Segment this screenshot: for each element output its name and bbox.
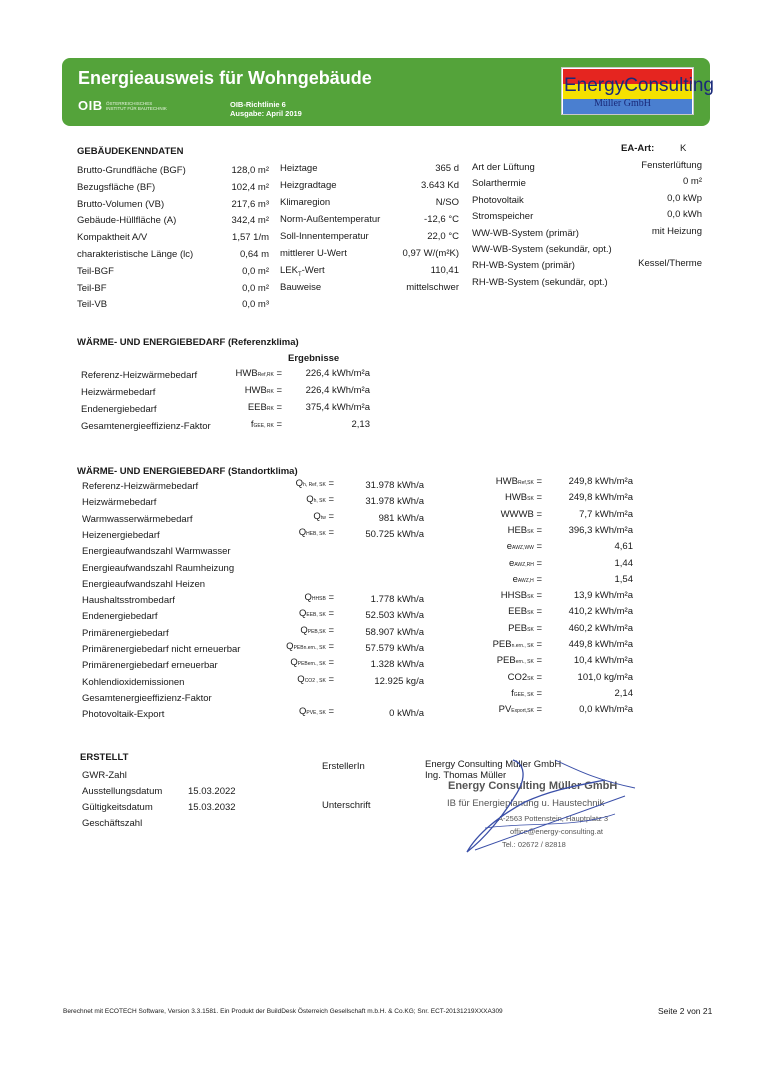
gebaeude-label: Bezugsfläche (BF)	[77, 181, 156, 193]
referenz-symbol: EEBRK =	[247, 402, 282, 413]
gebaeude-value: N/SO	[435, 197, 459, 208]
ea-art-value: K	[680, 143, 687, 154]
gebaeude-label: Teil-BF	[77, 282, 107, 294]
gebaeude-label: Gebäude-Hüllfläche (A)	[77, 215, 177, 227]
standort-q-value: 58.907 kWh/a	[365, 626, 424, 638]
standort-s-value: 4,61	[614, 541, 633, 553]
standort-s-symbol: PEBn.ern., SK =	[492, 639, 542, 650]
oib-logo: OIB	[78, 98, 103, 113]
standort-q-symbol: QPEBn.ern., SK =	[286, 641, 334, 652]
referenz-value: 226,4 kWh/m²a	[305, 385, 370, 396]
standort-q-symbol: QHHSB =	[304, 592, 334, 604]
referenz-value: 226,4 kWh/m²a	[305, 368, 370, 379]
standort-s-symbol: WWWB =	[500, 508, 542, 520]
standort-label: Endenergiebedarf	[82, 611, 158, 623]
standort-label: Primärenergiebedarf	[82, 627, 169, 639]
standort-label: Energieaufwandszahl Warmwasser	[82, 546, 231, 558]
standort-label: Heizwärmebedarf	[82, 497, 157, 509]
referenz-value: 375,4 kWh/m²a	[305, 402, 370, 413]
standort-s-value: 0,0 kWh/m²a	[579, 704, 633, 716]
standort-label: Energieaufwandszahl Raumheizung	[82, 562, 235, 574]
gebaeude-label: WW-WB-System (sekundär, opt.)	[472, 244, 612, 255]
gebaeude-label: Brutto-Volumen (VB)	[77, 198, 165, 210]
gebaeude-label: Teil-BGF	[77, 265, 114, 277]
standort-q-symbol: QPEB,SK =	[300, 624, 334, 636]
standort-label: Primärenergiebedarf nicht erneuerbar	[82, 644, 241, 655]
standort-heading: WÄRME- UND ENERGIEBEDARF (Standortklima)	[77, 466, 298, 477]
ea-art-label: EA-Art:	[621, 143, 655, 154]
erstellerin-label: ErstellerIn	[322, 761, 365, 772]
footer-note: Berechnet mit ECOTECH Software, Version 3.3.1581. Ein Produkt der BuildDesk Österreich Gesellschaft m.b.H. & Co.KG; Snr. ECT-20131219XXXA309	[63, 1008, 503, 1015]
logo-wordmark: EnergyConsulting	[564, 75, 714, 96]
gebaeude-label: Stromspeicher	[472, 211, 534, 223]
gebaeude-value: 1,57 1/m	[232, 232, 269, 244]
standort-s-symbol: eAWZ,RH =	[508, 557, 542, 569]
standort-q-value: 1.328 kWh/a	[370, 659, 424, 671]
gebaeude-label: Heiztage	[280, 163, 318, 174]
standort-label: Haushaltsstrombedarf	[82, 595, 175, 607]
standort-s-value: 396,3 kWh/m²a	[568, 524, 633, 536]
standort-s-symbol: EEBSK =	[508, 606, 542, 618]
standort-q-value: 1.778 kWh/a	[370, 594, 424, 606]
standort-q-value: 981 kWh/a	[378, 512, 424, 524]
standort-s-symbol: PEBSK =	[508, 622, 542, 634]
stamp-line-4: Tel.: 02672 / 82818	[502, 840, 566, 849]
referenz-symbol: HWBRef,RK =	[235, 368, 282, 379]
referenz-label: Gesamtenergieeffizienz-Faktor	[81, 421, 211, 432]
standort-label: Referenz-Heizwärmebedarf	[82, 481, 199, 492]
standort-s-symbol: PVExport,SK =	[498, 704, 542, 716]
referenz-label: Heizwärmebedarf	[81, 387, 156, 398]
standort-s-value: 10,4 kWh/m²a	[573, 655, 633, 667]
standort-s-symbol: fGEE, SK =	[511, 687, 542, 699]
gwr-label: GWR-Zahl	[82, 770, 127, 781]
gebaeude-label: $LEK_T$-Wert	[280, 265, 325, 278]
gebaeude-value: 0,0 m²	[242, 282, 269, 294]
gebaeude-label: Heizgradtage	[280, 180, 337, 191]
standort-s-symbol: CO2SK =	[507, 671, 542, 683]
gebaeude-label: charakteristische Länge (lc)	[77, 249, 194, 260]
ergebnisse-label: Ergebnisse	[288, 353, 340, 364]
gebaeude-value: 110,41	[430, 265, 459, 276]
standort-q-symbol: Qh, SK =	[306, 494, 334, 506]
gebaeude-value: Kessel/Therme	[638, 258, 702, 270]
gebaeude-label: Art der Lüftung	[472, 162, 535, 173]
gebaeude-label: Solarthermie	[472, 178, 526, 190]
geschaeftszahl-label: Geschäftszahl	[82, 818, 143, 829]
ausgabe-label: Ausgabe: April 2019	[230, 109, 302, 118]
standort-q-value: 12.925 kg/a	[374, 675, 424, 687]
gebaeude-label: Soll-Innentemperatur	[280, 231, 369, 242]
erstellerin-person: Ing. Thomas Müller	[425, 770, 507, 781]
gebaeude-value: 128,0 m²	[231, 165, 269, 176]
gebaeude-value: 0,0 m³	[242, 299, 269, 311]
standort-s-value: 2,14	[614, 687, 633, 699]
stamp-line-3: office@energy-consulting.at	[510, 827, 603, 836]
standort-s-value: 1,44	[614, 557, 633, 569]
standort-label: Energieaufwandszahl Heizen	[82, 578, 206, 590]
page-number: Seite 2 von 21	[658, 1006, 713, 1016]
gebaeude-value: 3.643 Kd	[420, 180, 459, 191]
standort-q-symbol: QPEBern., SK =	[290, 657, 334, 669]
standort-label: Heizenergiebedarf	[82, 529, 160, 541]
erstellerin-name: Energy Consulting Müller GmbH	[425, 759, 562, 770]
gebaeude-value: 0,97 W/(m²K)	[402, 248, 459, 259]
standort-s-value: 1,54	[614, 573, 633, 585]
stamp-line-2: A-2563 Pottenstein, Hauptplatz 3	[498, 814, 609, 823]
gebaeude-value: -12,6 °C	[424, 214, 459, 225]
gebaeude-label: RH-WB-System (primär)	[472, 260, 575, 272]
gueltig-label: Gültigkeitsdatum	[82, 802, 153, 813]
stamp-line-1: IB für Energieplanung u. Haustechnik	[447, 798, 605, 809]
standort-s-symbol: HHSBSK =	[500, 590, 542, 602]
referenz-symbol: HWBRK =	[244, 385, 282, 396]
referenz-label: Endenergiebedarf	[81, 404, 157, 415]
standort-q-value: 31.978 kWh/a	[365, 480, 424, 491]
referenz-symbol: fGEE, RK =	[250, 419, 282, 430]
standort-s-symbol: PEBern., SK =	[496, 655, 542, 667]
standort-q-symbol: QEEB, SK =	[298, 608, 334, 620]
gebaeude-value: 0,0 kWp	[667, 192, 702, 204]
gebaeude-value: Fensterlüftung	[641, 160, 702, 171]
gebaeude-value: mit Heizung	[651, 225, 702, 237]
signature	[455, 758, 645, 858]
standort-q-value: 57.579 kWh/a	[365, 643, 424, 654]
standort-s-value: 249,8 kWh/m²a	[568, 492, 633, 504]
standort-s-value: 7,7 kWh/m²a	[579, 508, 633, 520]
gebaeude-label: Bauweise	[280, 282, 322, 293]
standort-s-symbol: eAWZ,WW =	[506, 541, 542, 553]
richtlinie-label: OIB-Richtlinie 6	[230, 100, 286, 109]
erstellt-heading: ERSTELLT	[80, 752, 129, 763]
referenz-heading: WÄRME- UND ENERGIEBEDARF (Referenzklima)	[77, 337, 299, 348]
standort-s-symbol: HWBSK =	[504, 492, 542, 504]
energy-consulting-logo	[561, 67, 714, 115]
gebaeude-value: 0,64 m	[239, 249, 269, 260]
gebaeude-label: WW-WB-System (primär)	[472, 227, 579, 239]
gebaeude-value: 102,4 m²	[231, 181, 269, 193]
gebaeude-value: 0,0 m²	[242, 265, 269, 277]
standort-s-symbol: HWBRef,SK =	[495, 476, 542, 487]
logo-gmbh: Müller GmbH	[594, 98, 651, 109]
gebaeude-value: 342,4 m²	[231, 215, 269, 227]
gebaeude-label: RH-WB-System (sekundär, opt.)	[472, 276, 608, 288]
standort-s-value: 449,8 kWh/m²a	[568, 639, 633, 650]
richtlinie-info	[230, 100, 302, 118]
gebaeude-heading: GEBÄUDEKENNDATEN	[77, 146, 184, 157]
gebaeude-value: 0 m²	[683, 176, 702, 188]
standort-s-value: 249,8 kWh/m²a	[568, 476, 633, 487]
gebaeude-label: Kompaktheit A/V	[77, 232, 148, 244]
standort-s-value: 101,0 kg/m²a	[577, 671, 633, 683]
standort-label: Kohlendioxidemissionen	[82, 676, 185, 688]
standort-q-symbol: Qh, Ref, SK =	[295, 478, 334, 489]
gebaeude-label: Photovoltaik	[472, 194, 524, 206]
standort-label: Gesamtenergieeffizienz-Faktor	[82, 692, 212, 704]
ausstellung-value: 15.03.2022	[188, 786, 236, 797]
standort-q-symbol: QHEB, SK =	[298, 526, 334, 538]
stamp-company: Energy Consulting Müller GmbH	[448, 780, 618, 792]
standort-q-symbol: Qtw =	[313, 510, 334, 522]
standort-label: Warmwasserwärmebedarf	[82, 513, 193, 525]
standort-q-symbol: QCO2 , SK =	[297, 673, 334, 685]
standort-s-symbol: HEBSK =	[507, 524, 542, 536]
standort-q-symbol: QPVE, SK =	[298, 706, 334, 718]
standort-s-symbol: eAWZ,H =	[512, 573, 542, 585]
gebaeude-label: Klimaregion	[280, 197, 331, 208]
oib-logo-subtitle: ÖSTERREICHISCHES INSTITUT FÜR BAUTECHNIK	[106, 101, 167, 111]
document-title: Energieausweis für Wohngebäude	[78, 68, 372, 88]
gebaeude-label: Teil-VB	[77, 299, 108, 311]
standort-q-value: 0 kWh/a	[389, 708, 424, 720]
gebaeude-label: Brutto-Grundfläche (BGF)	[77, 165, 186, 176]
referenz-label: Referenz-Heizwärmebedarf	[81, 370, 198, 381]
standort-q-value: 52.503 kWh/a	[365, 610, 424, 622]
gebaeude-value: 22,0 °C	[427, 231, 459, 242]
standort-label: Photovoltaik-Export	[82, 709, 165, 721]
referenz-value: 2,13	[351, 419, 370, 430]
unterschrift-label: Unterschrift	[322, 800, 371, 811]
standort-q-value: 50.725 kWh/a	[365, 528, 424, 540]
gueltig-value: 15.03.2032	[188, 802, 236, 813]
gebaeude-value: 217,6 m³	[231, 198, 269, 210]
standort-label: Primärenergiebedarf erneuerbar	[82, 660, 218, 672]
gebaeude-value: mittelschwer	[406, 282, 459, 293]
gebaeude-value: 365 d	[435, 163, 459, 174]
gebaeude-value: 0,0 kWh	[667, 209, 702, 221]
standort-q-value: 31.978 kWh/a	[365, 496, 424, 508]
gebaeude-label: mittlerer U-Wert	[280, 248, 347, 259]
standort-s-value: 13,9 kWh/m²a	[573, 590, 633, 602]
ausstellung-label: Ausstellungsdatum	[82, 786, 163, 797]
gebaeude-label: Norm-Außentemperatur	[280, 214, 381, 225]
standort-s-value: 410,2 kWh/m²a	[568, 606, 633, 618]
standort-s-value: 460,2 kWh/m²a	[568, 622, 633, 634]
